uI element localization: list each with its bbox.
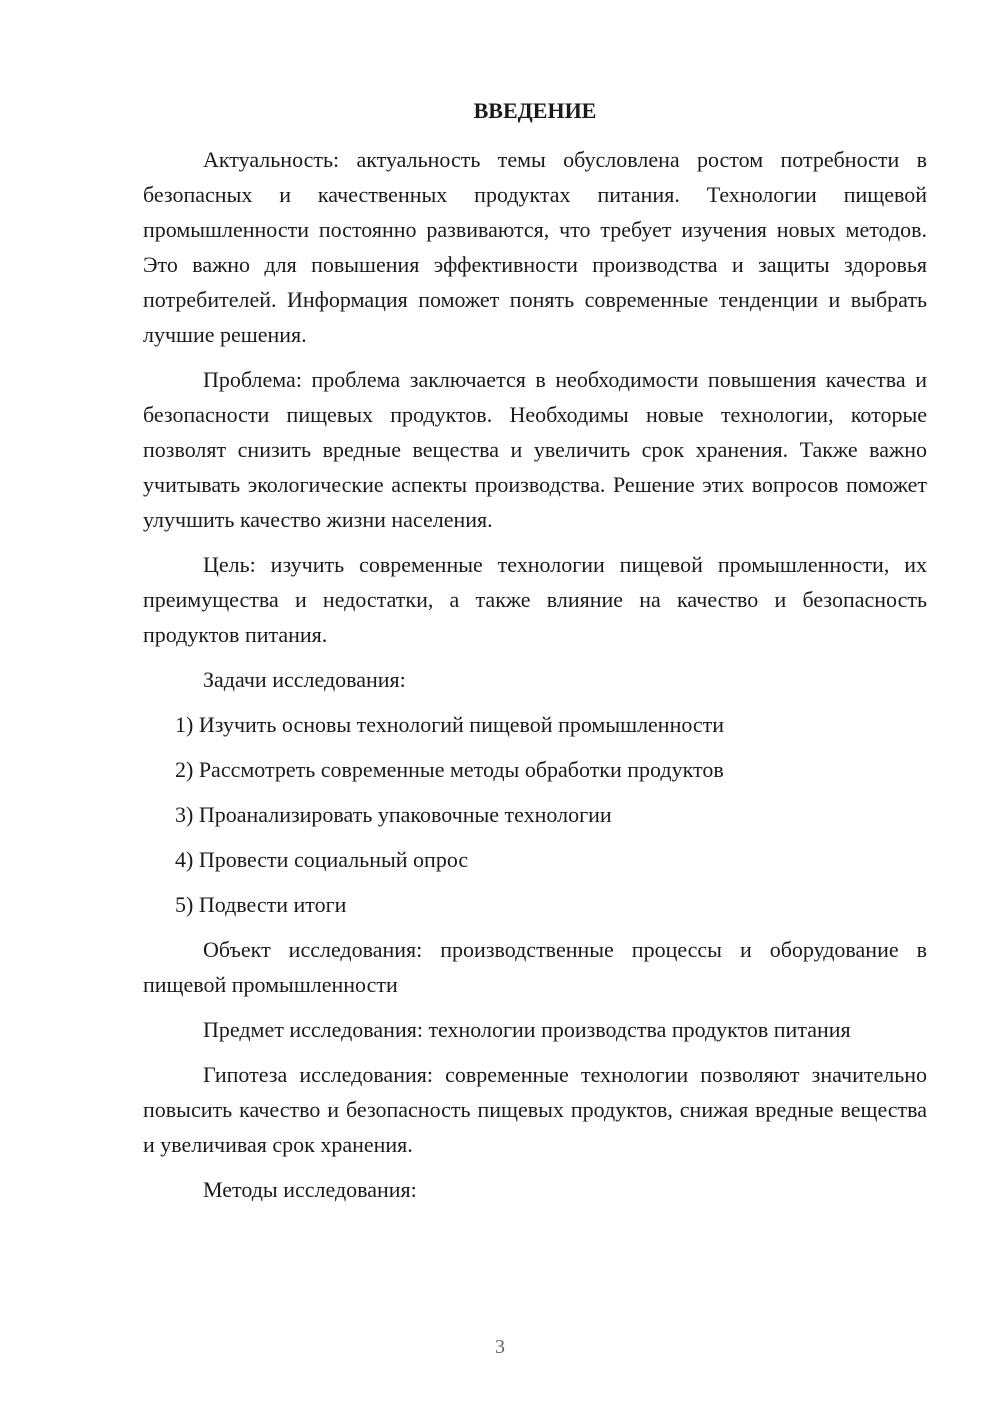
list-item: 5) Подвести итоги [175,892,347,917]
paragraph-goal: Цель: изучить современные технологии пищевой промышленности, их преимущества и недостатки, а также влияние на качество и безопасность продуктов питания. [143,552,927,647]
page-number: 3 [495,1336,505,1358]
paragraph-subject: Предмет исследования: технологии производства продуктов питания [203,1017,851,1042]
page-content [143,93,927,1217]
paragraph-tasks-heading: Задачи исследования: [203,667,406,692]
list-item: 4) Провести социальный опрос [175,847,469,872]
list-item: 3) Проанализировать упаковочные технологии [175,802,612,827]
tasks-list [143,707,927,922]
paragraph-object: Объект исследования: производственные процессы и оборудование в пищевой промышленности [143,937,927,997]
paragraph-problem: Проблема: проблема заключается в необходимости повышения качества и безопасности пищевых продуктов. Необходимы новые технологии, которые позволят снизить вредные вещества и увеличить срок хранения. Также важно учитывать экологические аспекты производства. Решение этих вопросов поможет улучшить качество жизни населения. [143,367,927,532]
list-item: 2) Рассмотреть современные методы обработки продуктов [175,757,724,782]
paragraph-methods-heading: Методы исследования: [203,1177,417,1202]
section-title: ВВЕДЕНИЕ [473,98,597,123]
list-item: 1) Изучить основы технологий пищевой промышленности [175,712,725,737]
paragraph-hypothesis: Гипотеза исследования: современные технологии позволяют значительно повысить качество и безопасность пищевых продуктов, снижая вредные вещества и увеличивая срок хранения. [143,1062,927,1157]
paragraph-relevance: Актуальность: актуальность темы обусловлена ростом потребности в безопасных и качественных продуктах питания. Технологии пищевой промышленности постоянно развиваются, что требует изучения новых методов. Это важно для повышения эффективности производства и защиты здоровья потребителей. Информация поможет понять современные тенденции и выбрать лучшие решения. [143,147,927,347]
